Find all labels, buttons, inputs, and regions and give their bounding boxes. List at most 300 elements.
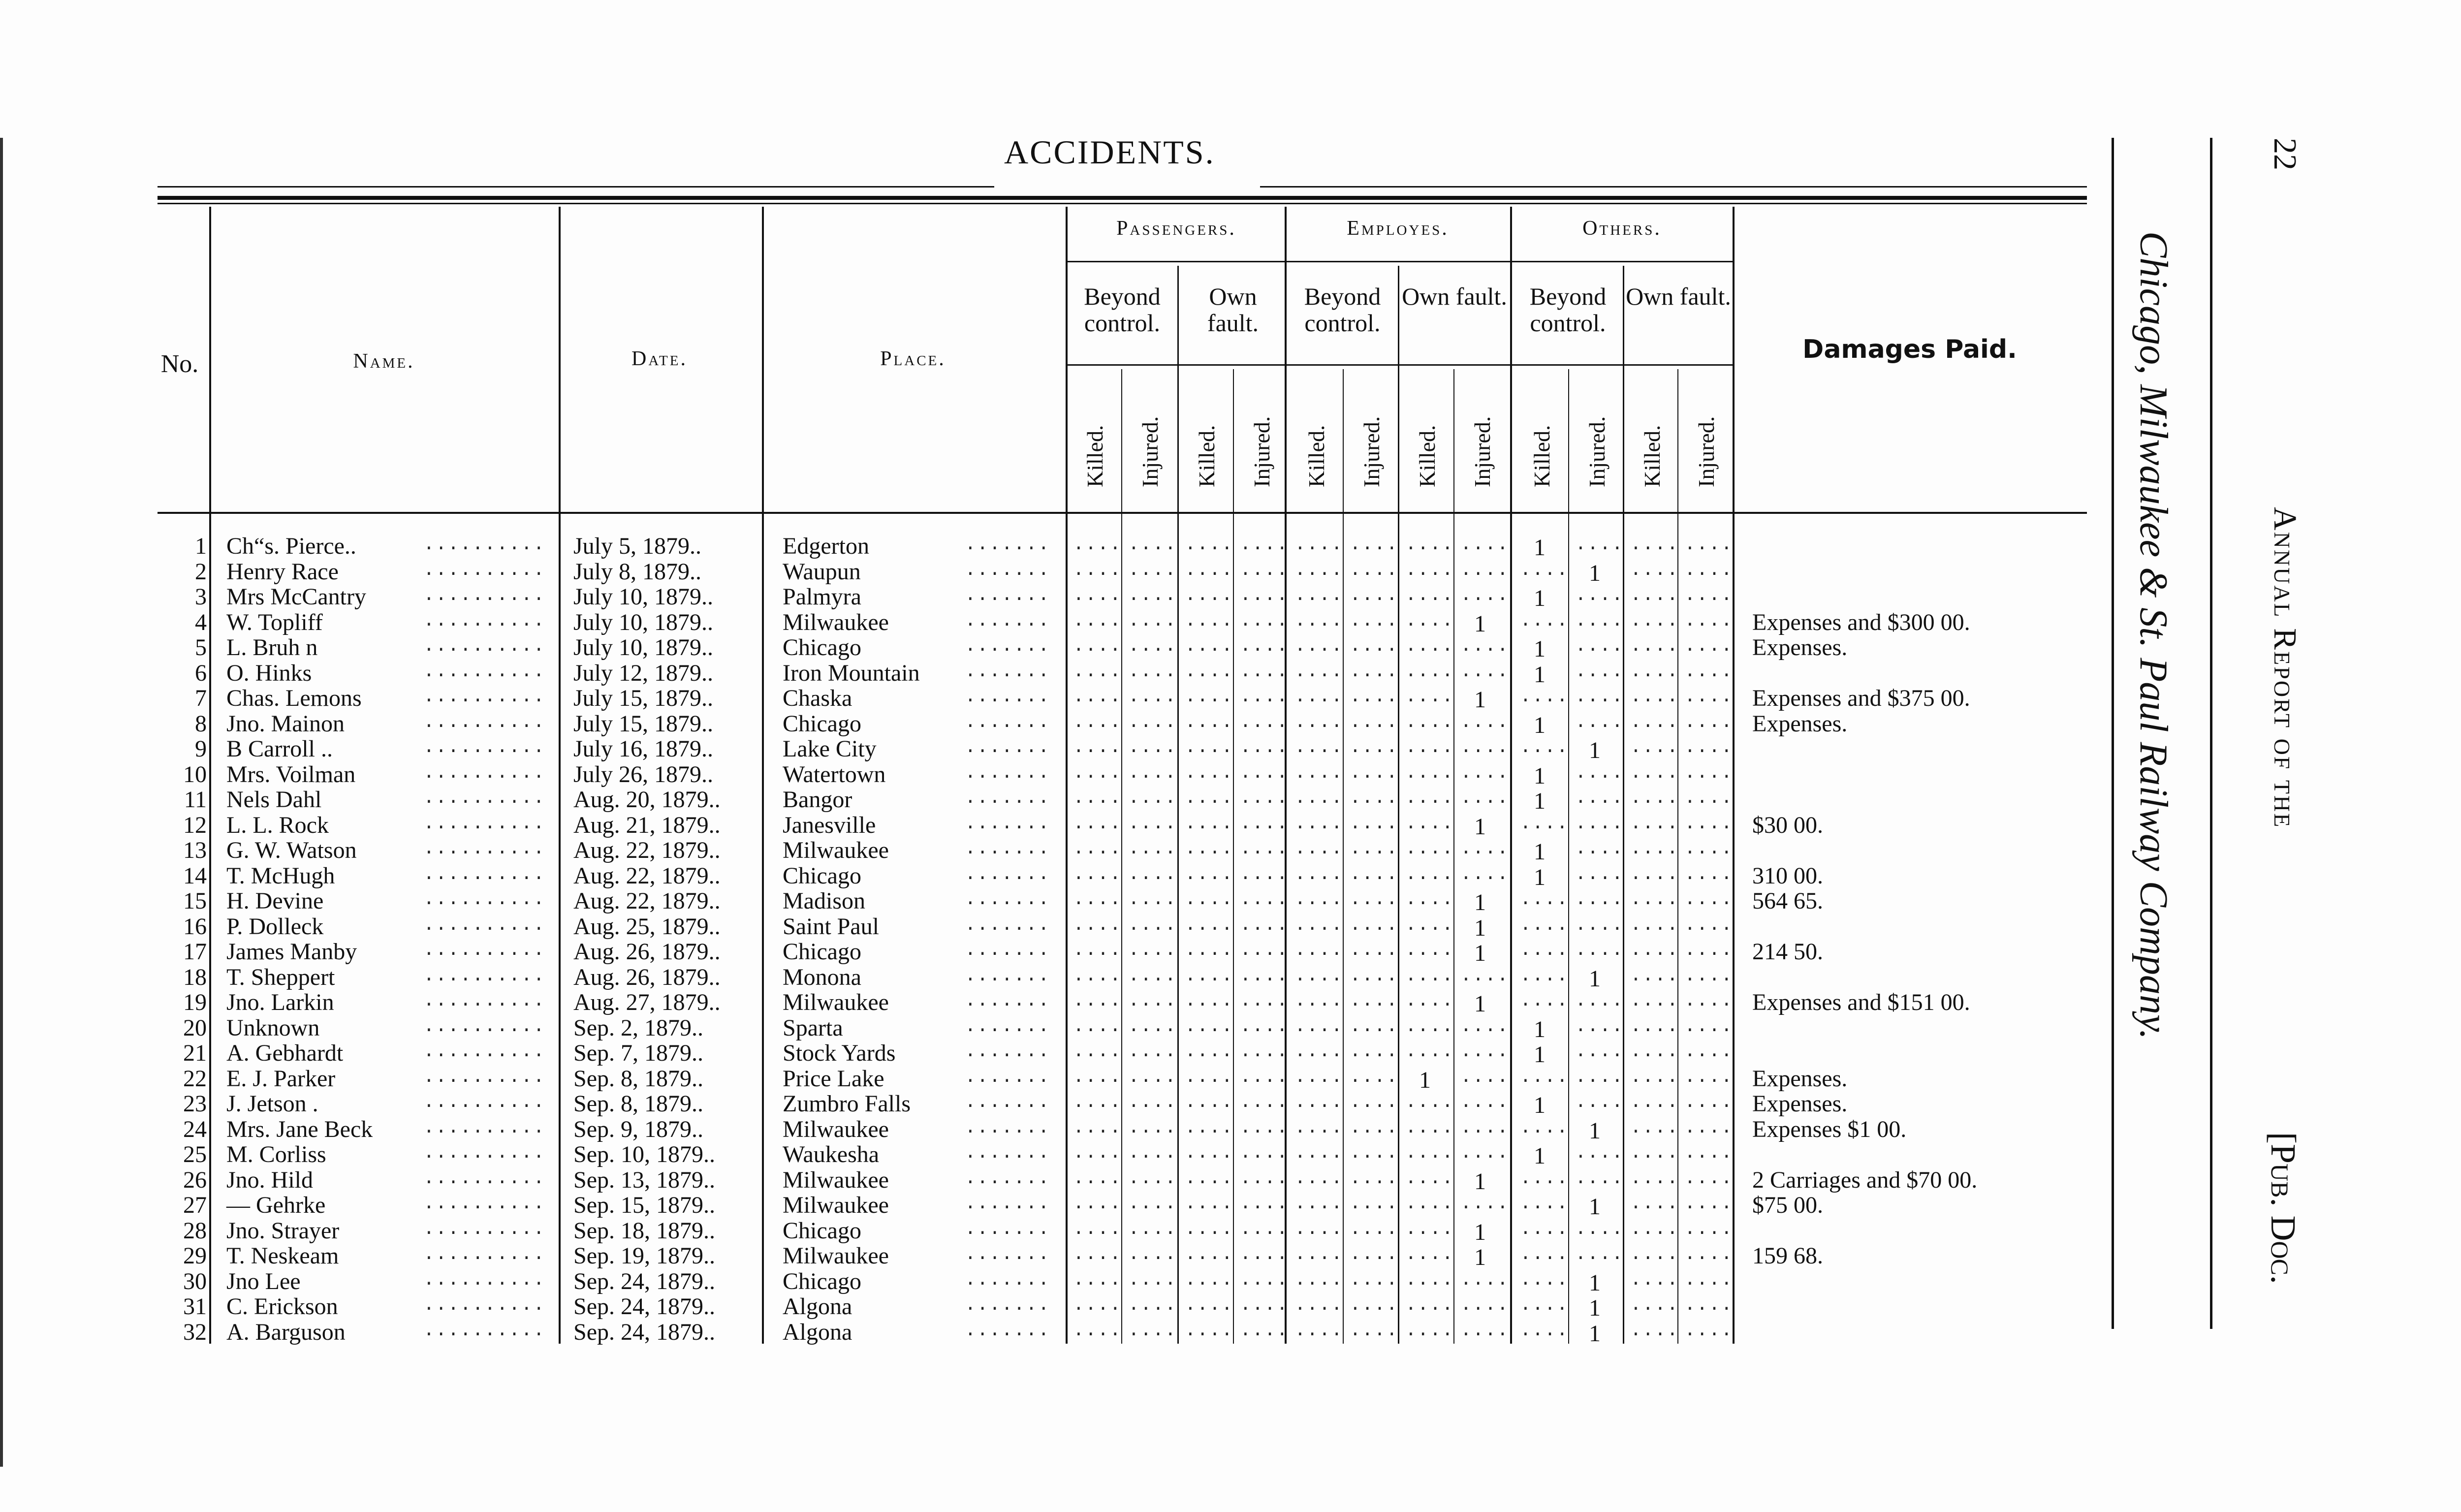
row-empty-cell: .... xyxy=(1630,788,1679,809)
row-empty-cell: .... xyxy=(1630,838,1679,859)
row-empty-cell: .... xyxy=(1630,914,1679,936)
row-empty-cell: .... xyxy=(1128,1092,1177,1113)
row-place-leader: ....... xyxy=(965,838,1050,859)
row-name-leader: .......... xyxy=(423,940,546,961)
row-number: 3 xyxy=(195,584,207,610)
row-empty-cell: .... xyxy=(1240,838,1289,859)
row-date: Aug. 27, 1879.. xyxy=(573,989,721,1015)
row-empty-cell: .... xyxy=(1185,813,1234,834)
row-name-leader: .......... xyxy=(423,838,546,859)
row-place: Chicago xyxy=(783,863,861,889)
row-number: 16 xyxy=(183,914,207,940)
row-place-leader: ....... xyxy=(965,1294,1050,1316)
row-empty-cell: .... xyxy=(1185,1294,1234,1316)
row-date: Sep. 24, 1879.. xyxy=(573,1293,715,1320)
row-empty-cell: .... xyxy=(1128,940,1177,961)
row-empty-cell: .... xyxy=(1405,940,1454,961)
header-killed: Killed. xyxy=(1640,425,1665,487)
row-empty-cell: .... xyxy=(1073,1193,1122,1214)
row-empty-cell: .... xyxy=(1350,1219,1399,1240)
row-count: 1 xyxy=(1474,1244,1486,1270)
row-count: 1 xyxy=(1589,1270,1601,1296)
row-empty-cell: .... xyxy=(1630,1067,1679,1088)
row-name: A. Barguson xyxy=(226,1319,346,1345)
row-empty-cell: .... xyxy=(1294,813,1344,834)
row-empty-cell: .... xyxy=(1684,914,1734,936)
row-date: Sep. 18, 1879.. xyxy=(573,1218,715,1244)
row-empty-cell: .... xyxy=(1073,889,1122,910)
row-empty-cell: .... xyxy=(1294,635,1344,657)
row-empty-cell: .... xyxy=(1240,1244,1289,1265)
row-empty-cell: .... xyxy=(1520,686,1569,707)
row-empty-cell: .... xyxy=(1185,712,1234,733)
row-empty-cell: .... xyxy=(1294,1067,1344,1088)
row-empty-cell: .... xyxy=(1294,1294,1344,1316)
row-empty-cell: .... xyxy=(1520,990,1569,1011)
row-empty-cell: .... xyxy=(1405,534,1454,555)
row-empty-cell: .... xyxy=(1575,1244,1624,1265)
row-empty-cell: .... xyxy=(1405,737,1454,758)
row-name-leader: .......... xyxy=(423,889,546,910)
header-pass-own: Own fault. xyxy=(1207,283,1259,337)
row-empty-cell: .... xyxy=(1405,762,1454,784)
row-empty-cell: .... xyxy=(1350,661,1399,682)
row-empty-cell: .... xyxy=(1185,1041,1234,1062)
row-empty-cell: .... xyxy=(1350,762,1399,784)
row-number: 2 xyxy=(195,559,207,585)
row-place: Madison xyxy=(783,888,865,914)
row-name: G. W. Watson xyxy=(226,837,357,863)
row-empty-cell: .... xyxy=(1460,1092,1510,1113)
row-place-leader: ....... xyxy=(965,864,1050,885)
row-empty-cell: .... xyxy=(1575,762,1624,784)
row-empty-cell: .... xyxy=(1073,1168,1122,1189)
row-place: Zumbro Falls xyxy=(783,1091,911,1117)
row-empty-cell: .... xyxy=(1350,585,1399,606)
row-empty-cell: .... xyxy=(1520,1320,1569,1341)
row-empty-cell: .... xyxy=(1350,1092,1399,1113)
row-name: L. L. Rock xyxy=(226,812,329,838)
row-empty-cell: .... xyxy=(1460,585,1510,606)
row-name: T. Sheppert xyxy=(226,964,335,990)
row-place: Milwaukee xyxy=(783,1167,889,1193)
header-no: No. xyxy=(160,350,199,378)
row-name-leader: .......... xyxy=(423,737,546,758)
side-page-number: 22 xyxy=(2267,138,2303,170)
row-empty-cell: .... xyxy=(1350,1168,1399,1189)
row-empty-cell: .... xyxy=(1405,585,1454,606)
row-empty-cell: .... xyxy=(1073,788,1122,809)
row-place-leader: ....... xyxy=(965,1067,1050,1088)
row-place-leader: ....... xyxy=(965,940,1050,961)
row-empty-cell: .... xyxy=(1630,940,1679,961)
row-count: 1 xyxy=(1474,1219,1486,1245)
row-number: 15 xyxy=(183,888,207,914)
row-empty-cell: .... xyxy=(1128,838,1177,859)
row-number: 26 xyxy=(183,1167,207,1193)
row-empty-cell: .... xyxy=(1128,560,1177,581)
header-date: Date. xyxy=(631,347,688,370)
row-empty-cell: .... xyxy=(1684,712,1734,733)
side-rule-left xyxy=(2112,138,2114,1329)
row-empty-cell: .... xyxy=(1405,788,1454,809)
row-empty-cell: .... xyxy=(1294,864,1344,885)
row-empty-cell: .... xyxy=(1073,1320,1122,1341)
row-empty-cell: .... xyxy=(1240,864,1289,885)
row-empty-cell: .... xyxy=(1294,686,1344,707)
row-place-leader: ....... xyxy=(965,610,1050,631)
row-number: 30 xyxy=(183,1268,207,1294)
row-empty-cell: .... xyxy=(1520,940,1569,961)
row-date: July 10, 1879.. xyxy=(573,609,714,635)
row-empty-cell: .... xyxy=(1405,1142,1454,1164)
side-rule-right xyxy=(2210,138,2212,1329)
row-empty-cell: .... xyxy=(1294,560,1344,581)
row-empty-cell: .... xyxy=(1405,965,1454,986)
header-passengers: Passengers. xyxy=(1116,217,1236,240)
row-empty-cell: .... xyxy=(1575,1016,1624,1037)
col-rule-date xyxy=(559,207,561,1344)
row-empty-cell: .... xyxy=(1520,1244,1569,1265)
row-empty-cell: .... xyxy=(1128,889,1177,910)
row-place: Bangor xyxy=(783,787,852,813)
row-empty-cell: .... xyxy=(1350,712,1399,733)
row-empty-cell: .... xyxy=(1240,1041,1289,1062)
row-empty-cell: .... xyxy=(1684,990,1734,1011)
row-place: Saint Paul xyxy=(783,914,880,940)
row-place: Algona xyxy=(783,1293,852,1320)
row-empty-cell: .... xyxy=(1630,1092,1679,1113)
row-empty-cell: .... xyxy=(1575,585,1624,606)
row-empty-cell: .... xyxy=(1073,1269,1122,1291)
row-name: — Gehrke xyxy=(226,1192,326,1218)
row-count: 1 xyxy=(1474,687,1486,713)
row-empty-cell: .... xyxy=(1240,1142,1289,1164)
row-empty-cell: .... xyxy=(1405,1168,1454,1189)
row-empty-cell: .... xyxy=(1630,1244,1679,1265)
top-rule-thin xyxy=(158,203,2087,204)
row-place: Chicago xyxy=(783,1268,861,1294)
row-empty-cell: .... xyxy=(1185,560,1234,581)
row-place: Waukesha xyxy=(783,1141,880,1167)
row-empty-cell: .... xyxy=(1405,1117,1454,1138)
title-rule-right xyxy=(1260,186,2087,188)
row-empty-cell: .... xyxy=(1294,1320,1344,1341)
row-name: T. McHugh xyxy=(226,863,335,889)
row-number: 10 xyxy=(183,761,207,788)
row-empty-cell: .... xyxy=(1405,990,1454,1011)
row-empty-cell: .... xyxy=(1460,560,1510,581)
row-empty-cell: .... xyxy=(1350,1244,1399,1265)
row-damages: 214 50. xyxy=(1752,939,1823,965)
row-count: 1 xyxy=(1534,662,1546,688)
row-place-leader: ....... xyxy=(965,1193,1050,1214)
header-oth-beyond: Beyond control. xyxy=(1529,283,1607,337)
row-name-leader: .......... xyxy=(423,585,546,606)
row-empty-cell: .... xyxy=(1520,1219,1569,1240)
row-date: Aug. 22, 1879.. xyxy=(573,888,721,914)
row-number: 27 xyxy=(183,1192,207,1218)
row-empty-cell: .... xyxy=(1575,813,1624,834)
row-empty-cell: .... xyxy=(1460,788,1510,809)
row-empty-cell: .... xyxy=(1240,560,1289,581)
side-running-head: Annual Report of the xyxy=(2267,507,2303,829)
row-empty-cell: .... xyxy=(1405,1092,1454,1113)
row-empty-cell: .... xyxy=(1073,712,1122,733)
row-empty-cell: .... xyxy=(1128,1244,1177,1265)
row-damages: Expenses and $151 00. xyxy=(1752,989,1970,1015)
row-empty-cell: .... xyxy=(1073,1142,1122,1164)
row-name: C. Erickson xyxy=(226,1293,338,1320)
row-empty-cell: .... xyxy=(1240,1219,1289,1240)
row-empty-cell: .... xyxy=(1575,914,1624,936)
header-place: Place. xyxy=(880,347,946,370)
row-empty-cell: .... xyxy=(1294,838,1344,859)
row-name: Mrs. Voilman xyxy=(226,761,356,788)
row-empty-cell: .... xyxy=(1684,1193,1734,1214)
row-empty-cell: .... xyxy=(1405,838,1454,859)
row-place: Palmyra xyxy=(783,584,861,610)
row-empty-cell: .... xyxy=(1073,1219,1122,1240)
sub-rule-pass xyxy=(1177,266,1179,1344)
row-number: 31 xyxy=(183,1293,207,1320)
row-empty-cell: .... xyxy=(1405,1041,1454,1062)
row-date: Aug. 21, 1879.. xyxy=(573,812,721,838)
row-empty-cell: .... xyxy=(1185,661,1234,682)
row-empty-cell: .... xyxy=(1294,712,1344,733)
row-empty-cell: .... xyxy=(1350,560,1399,581)
row-count: 1 xyxy=(1589,1295,1601,1321)
row-name: P. Dolleck xyxy=(226,914,324,940)
header-name: Name. xyxy=(353,350,415,373)
header-killed: Killed. xyxy=(1194,425,1219,487)
row-empty-cell: .... xyxy=(1350,534,1399,555)
row-count: 1 xyxy=(1589,966,1601,992)
row-empty-cell: .... xyxy=(1185,838,1234,859)
row-empty-cell: .... xyxy=(1684,610,1734,631)
row-empty-cell: .... xyxy=(1630,864,1679,885)
row-empty-cell: .... xyxy=(1630,1117,1679,1138)
row-empty-cell: .... xyxy=(1520,889,1569,910)
row-empty-cell: .... xyxy=(1128,661,1177,682)
row-date: Sep. 13, 1879.. xyxy=(573,1167,715,1193)
row-empty-cell: .... xyxy=(1185,1219,1234,1240)
row-count: 1 xyxy=(1534,763,1546,789)
row-empty-cell: .... xyxy=(1630,635,1679,657)
row-empty-cell: .... xyxy=(1350,788,1399,809)
row-empty-cell: .... xyxy=(1350,1142,1399,1164)
row-date: July 10, 1879.. xyxy=(573,584,714,610)
row-damages: Expenses. xyxy=(1752,1091,1848,1117)
row-place: Stock Yards xyxy=(783,1040,896,1066)
row-date: July 5, 1879.. xyxy=(573,533,702,559)
header-injured: Injured. xyxy=(1249,416,1274,487)
row-count: 1 xyxy=(1534,788,1546,814)
row-empty-cell: .... xyxy=(1575,686,1624,707)
row-empty-cell: .... xyxy=(1630,1219,1679,1240)
row-empty-cell: .... xyxy=(1185,1016,1234,1037)
row-empty-cell: .... xyxy=(1073,940,1122,961)
row-name: E. J. Parker xyxy=(226,1066,336,1092)
row-empty-cell: .... xyxy=(1520,1067,1569,1088)
row-empty-cell: .... xyxy=(1350,990,1399,1011)
row-empty-cell: .... xyxy=(1575,1092,1624,1113)
row-empty-cell: .... xyxy=(1073,1092,1122,1113)
header-oth-own: Own fault. xyxy=(1626,283,1731,310)
row-empty-cell: .... xyxy=(1128,610,1177,631)
row-empty-cell: .... xyxy=(1294,534,1344,555)
row-place: Chicago xyxy=(783,711,861,737)
row-empty-cell: .... xyxy=(1630,1193,1679,1214)
row-empty-cell: .... xyxy=(1575,940,1624,961)
row-name-leader: .......... xyxy=(423,1067,546,1088)
row-place-leader: ....... xyxy=(965,534,1050,555)
row-date: July 8, 1879.. xyxy=(573,559,702,585)
row-place: Chicago xyxy=(783,1218,861,1244)
row-date: Sep. 8, 1879.. xyxy=(573,1066,703,1092)
row-number: 29 xyxy=(183,1243,207,1269)
row-count: 1 xyxy=(1534,1041,1546,1068)
row-empty-cell: .... xyxy=(1520,1269,1569,1291)
row-empty-cell: .... xyxy=(1575,1219,1624,1240)
row-empty-cell: .... xyxy=(1405,1193,1454,1214)
row-number: 32 xyxy=(183,1319,207,1345)
row-place-leader: ....... xyxy=(965,661,1050,682)
row-empty-cell: .... xyxy=(1350,1193,1399,1214)
row-empty-cell: .... xyxy=(1294,1092,1344,1113)
row-place: Milwaukee xyxy=(783,609,889,635)
row-date: July 26, 1879.. xyxy=(573,761,714,788)
row-empty-cell: .... xyxy=(1240,534,1289,555)
row-empty-cell: .... xyxy=(1460,864,1510,885)
row-name-leader: .......... xyxy=(423,610,546,631)
row-name-leader: .......... xyxy=(423,1168,546,1189)
header-killed: Killed. xyxy=(1304,425,1329,487)
header-pass-beyond: Beyond control. xyxy=(1084,283,1161,337)
row-place-leader: ....... xyxy=(965,585,1050,606)
row-empty-cell: .... xyxy=(1240,813,1289,834)
row-empty-cell: .... xyxy=(1128,737,1177,758)
row-place: Milwaukee xyxy=(783,1243,889,1269)
row-empty-cell: .... xyxy=(1520,1117,1569,1138)
row-empty-cell: .... xyxy=(1520,965,1569,986)
row-empty-cell: .... xyxy=(1294,762,1344,784)
row-empty-cell: .... xyxy=(1684,635,1734,657)
row-empty-cell: .... xyxy=(1575,788,1624,809)
row-empty-cell: .... xyxy=(1405,813,1454,834)
row-empty-cell: .... xyxy=(1460,1320,1510,1341)
row-empty-cell: .... xyxy=(1240,686,1289,707)
row-empty-cell: .... xyxy=(1405,1320,1454,1341)
row-empty-cell: .... xyxy=(1520,1168,1569,1189)
row-empty-cell: .... xyxy=(1128,965,1177,986)
row-empty-cell: .... xyxy=(1684,889,1734,910)
row-empty-cell: .... xyxy=(1684,1219,1734,1240)
row-place-leader: ....... xyxy=(965,1320,1050,1341)
row-empty-cell: .... xyxy=(1460,838,1510,859)
row-empty-cell: .... xyxy=(1128,585,1177,606)
col-rule-place xyxy=(762,207,764,1344)
row-empty-cell: .... xyxy=(1350,1117,1399,1138)
row-empty-cell: .... xyxy=(1684,661,1734,682)
row-number: 12 xyxy=(183,812,207,838)
row-empty-cell: .... xyxy=(1128,1067,1177,1088)
row-empty-cell: .... xyxy=(1350,940,1399,961)
row-empty-cell: .... xyxy=(1460,1269,1510,1291)
row-name-leader: .......... xyxy=(423,1269,546,1291)
row-empty-cell: .... xyxy=(1405,1269,1454,1291)
row-empty-cell: .... xyxy=(1575,1041,1624,1062)
row-number: 4 xyxy=(195,609,207,635)
row-date: Sep. 2, 1879.. xyxy=(573,1015,703,1041)
row-date: Sep. 19, 1879.. xyxy=(573,1243,715,1269)
row-place-leader: ....... xyxy=(965,1168,1050,1189)
row-place: Iron Mountain xyxy=(783,660,920,686)
row-empty-cell: .... xyxy=(1460,965,1510,986)
row-date: Sep. 24, 1879.. xyxy=(573,1268,715,1294)
row-empty-cell: .... xyxy=(1073,635,1122,657)
row-empty-cell: .... xyxy=(1294,1041,1344,1062)
row-date: Aug. 22, 1879.. xyxy=(573,863,721,889)
row-empty-cell: .... xyxy=(1630,610,1679,631)
row-name: Ch“s. Pierce.. xyxy=(226,533,356,559)
row-empty-cell: .... xyxy=(1185,1067,1234,1088)
row-empty-cell: .... xyxy=(1684,788,1734,809)
row-empty-cell: .... xyxy=(1575,534,1624,555)
row-empty-cell: .... xyxy=(1185,534,1234,555)
row-place-leader: ....... xyxy=(965,762,1050,784)
row-empty-cell: .... xyxy=(1240,1092,1289,1113)
row-number: 17 xyxy=(183,939,207,965)
row-place: Janesville xyxy=(783,812,876,838)
row-empty-cell: .... xyxy=(1185,686,1234,707)
row-empty-cell: .... xyxy=(1405,661,1454,682)
row-empty-cell: .... xyxy=(1630,585,1679,606)
row-count: 1 xyxy=(1589,1194,1601,1220)
row-empty-cell: .... xyxy=(1294,1244,1344,1265)
row-empty-cell: .... xyxy=(1240,889,1289,910)
row-empty-cell: .... xyxy=(1073,838,1122,859)
row-number: 19 xyxy=(183,989,207,1015)
row-place: Chicago xyxy=(783,939,861,965)
row-empty-cell: .... xyxy=(1630,1168,1679,1189)
row-empty-cell: .... xyxy=(1294,788,1344,809)
row-empty-cell: .... xyxy=(1128,990,1177,1011)
header-others: Others. xyxy=(1582,217,1662,240)
row-damages: Expenses. xyxy=(1752,711,1848,737)
row-count: 1 xyxy=(1474,889,1486,915)
row-empty-cell: .... xyxy=(1405,635,1454,657)
row-empty-cell: .... xyxy=(1460,712,1510,733)
row-date: July 10, 1879.. xyxy=(573,634,714,661)
row-empty-cell: .... xyxy=(1630,661,1679,682)
row-place-leader: ....... xyxy=(965,990,1050,1011)
header-killed: Killed. xyxy=(1082,425,1107,487)
row-empty-cell: .... xyxy=(1128,1041,1177,1062)
row-empty-cell: .... xyxy=(1460,1067,1510,1088)
row-place: Lake City xyxy=(783,736,877,762)
row-empty-cell: .... xyxy=(1460,1016,1510,1037)
row-empty-cell: .... xyxy=(1460,1193,1510,1214)
row-damages: Expenses and $375 00. xyxy=(1752,685,1970,711)
row-damages: Expenses. xyxy=(1752,1066,1848,1092)
row-date: Sep. 15, 1879.. xyxy=(573,1192,715,1218)
row-count: 1 xyxy=(1474,915,1486,941)
row-empty-cell: .... xyxy=(1630,712,1679,733)
row-empty-cell: .... xyxy=(1240,635,1289,657)
row-empty-cell: .... xyxy=(1294,965,1344,986)
col-rule-counts xyxy=(1066,207,1068,1344)
